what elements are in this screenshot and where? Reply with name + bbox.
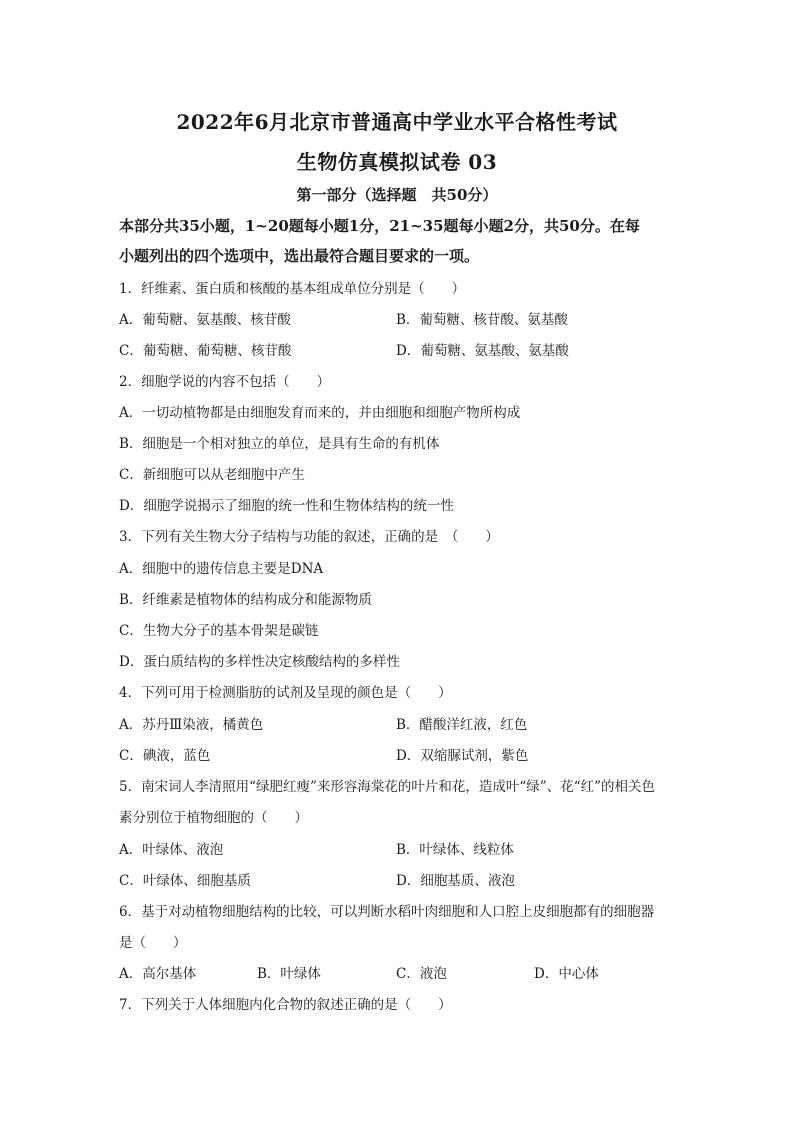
option: D．细胞学说揭示了细胞的统一性和生物体结构的统一性 <box>119 498 454 514</box>
option: A．一切动植物都是由细胞发育而来的，并由细胞和细胞产物所构成 <box>119 405 521 421</box>
option: A．高尔基体 <box>119 966 197 982</box>
option: C．生物大分子的基本骨架是碳链 <box>119 623 319 639</box>
option: C．葡萄糖、葡萄糖、核苷酸 <box>119 343 292 359</box>
option: D．蛋白质结构的多样性决定核酸结构的多样性 <box>119 654 400 670</box>
option: D．葡萄糖、氨基酸、氨基酸 <box>396 343 569 359</box>
option: B．葡萄糖、核苷酸、氨基酸 <box>396 312 568 328</box>
option: D．细胞基质、液泡 <box>396 873 515 889</box>
option: B．叶绿体 <box>257 966 321 982</box>
exam-subtitle: 生物仿真模拟试卷 03 <box>296 150 498 174</box>
question-stem: 3．下列有关生物大分子结构与功能的叙述，正确的是 （ ） <box>119 529 499 545</box>
section-instructions-line2: 小题列出的四个选项中，选出最符合题目要求的一项。 <box>119 247 480 265</box>
option: C．液泡 <box>396 966 447 982</box>
option: B．细胞是一个相对独立的单位，是具有生命的有机体 <box>119 436 440 452</box>
exam-title: 2022年6月北京市普通高中学业水平合格性考试 <box>176 110 618 134</box>
option: B．醋酸洋红液，红色 <box>396 717 528 733</box>
question-stem: 4．下列可用于检测脂肪的试剂及呈现的颜色是（ ） <box>119 685 452 701</box>
option: B．纤维素是植物体的结构成分和能源物质 <box>119 592 372 608</box>
option: D．中心体 <box>534 966 599 982</box>
question-stem-continued: 是（ ） <box>119 935 187 951</box>
question-stem: 7．下列关于人体细胞内化合物的叙述正确的是（ ） <box>119 997 452 1013</box>
option: C．碘液，蓝色 <box>119 748 211 764</box>
section-heading: 第一部分（选择题 共50分） <box>296 186 498 204</box>
option: A．葡萄糖、氨基酸、核苷酸 <box>119 312 291 328</box>
question-stem: 1．纤维素、蛋白质和核酸的基本组成单位分别是（ ） <box>119 281 466 297</box>
question-stem: 6．基于对动植物细胞结构的比较，可以判断水稻叶肉细胞和人口腔上皮细胞都有的细胞器 <box>119 904 655 920</box>
option: A．细胞中的遗传信息主要是DNA <box>119 561 324 577</box>
option: B．叶绿体、线粒体 <box>396 842 514 858</box>
question-stem: 2．细胞学说的内容不包括（ ） <box>119 374 331 390</box>
question-stem: 5．南宋词人李清照用“绿肥红瘦”来形容海棠花的叶片和花，造成叶“绿”、花“红”的相关色 <box>119 779 655 795</box>
section-instructions-line1: 本部分共35小题，1~20题每小题1分，21~35题每小题2分，共50分。在每 <box>119 217 640 235</box>
option: C．叶绿体、细胞基质 <box>119 873 251 889</box>
question-stem-continued: 素分别位于植物细胞的（ ） <box>119 810 308 826</box>
option: A．叶绿体、液泡 <box>119 842 224 858</box>
option: A．苏丹Ⅲ染液，橘黄色 <box>119 717 264 733</box>
option: D．双缩脲试剂，紫色 <box>396 748 529 764</box>
option: C．新细胞可以从老细胞中产生 <box>119 467 305 483</box>
